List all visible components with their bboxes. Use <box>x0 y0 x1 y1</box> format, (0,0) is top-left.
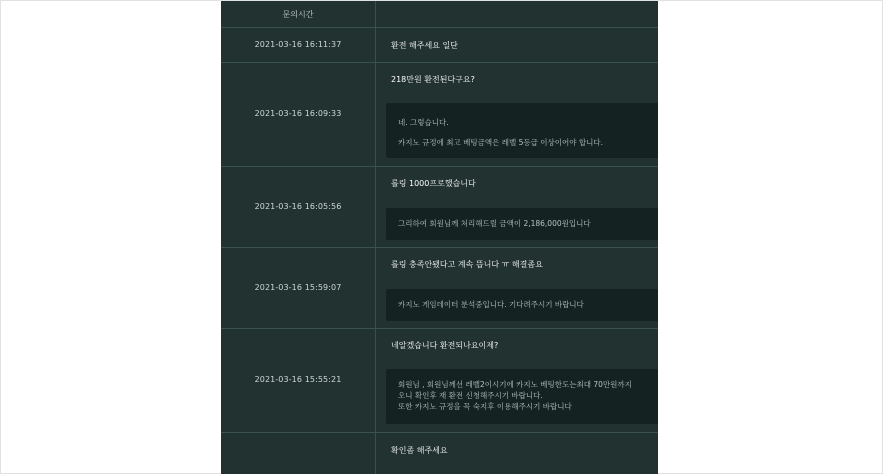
answer-line: 카지노 게임데이터 분석중입니다. 기다려주시기 바랍니다 <box>398 300 584 309</box>
table-header-row <box>221 1 658 28</box>
answer-line: 카지노 규정에 최고 베팅금액은 레벨 5등급 이상이어야 합니다. <box>398 138 603 147</box>
inquiry-question: 네알겠습니다 환전되나요이제? <box>391 341 499 350</box>
table-row <box>221 167 658 248</box>
inquiry-history-table <box>221 1 658 474</box>
answer-line: 오니 확인후 재 환전 신청해주시기 바랍니다. <box>398 391 543 400</box>
inquiry-question: 218만원 환전된다구요? <box>391 75 475 84</box>
table-row <box>221 28 658 63</box>
table-row <box>221 329 658 433</box>
inquiry-time: 2021-03-16 16:05:56 <box>254 202 342 211</box>
inquiry-question: 롤링 충족안됐다고 계속 뜹니다 ㅠ 해결좀요 <box>391 260 543 269</box>
answer-box <box>386 103 658 158</box>
inquiry-time: 2021-03-16 15:55:21 <box>254 375 342 384</box>
table-row <box>221 248 658 329</box>
answer-line: 회원님 , 회원님께선 레벨2이시기에 카지노 베팅한도는최대 70만원까지 <box>398 380 632 389</box>
table-row <box>221 433 658 474</box>
table-row <box>221 63 658 167</box>
inquiry-question: 확인좀 해주세요 <box>391 446 448 455</box>
inquiry-question: 롤링 1000프로했습니다 <box>391 179 476 188</box>
answer-line: 네. 그렇습니다. <box>398 118 449 127</box>
answer-box <box>386 289 658 321</box>
inquiry-time: 2021-03-16 16:09:33 <box>254 109 342 118</box>
inquiry-question: 환전 해주세요 일단 <box>391 41 458 50</box>
inquiry-time: 2021-03-16 16:11:37 <box>254 40 342 49</box>
time-column-header: 문의시간 <box>282 10 314 19</box>
inquiry-time: 2021-03-16 15:59:07 <box>254 283 342 292</box>
answer-box <box>386 208 658 240</box>
answer-box <box>386 369 658 424</box>
answer-line: 또한 카지노 규정을 꼭 숙지후 이용해주시기 바랍니다 <box>398 402 572 411</box>
answer-line: 그리하여 회원님께 처리해드릴 금액이 2,186,000원입니다 <box>398 219 591 228</box>
